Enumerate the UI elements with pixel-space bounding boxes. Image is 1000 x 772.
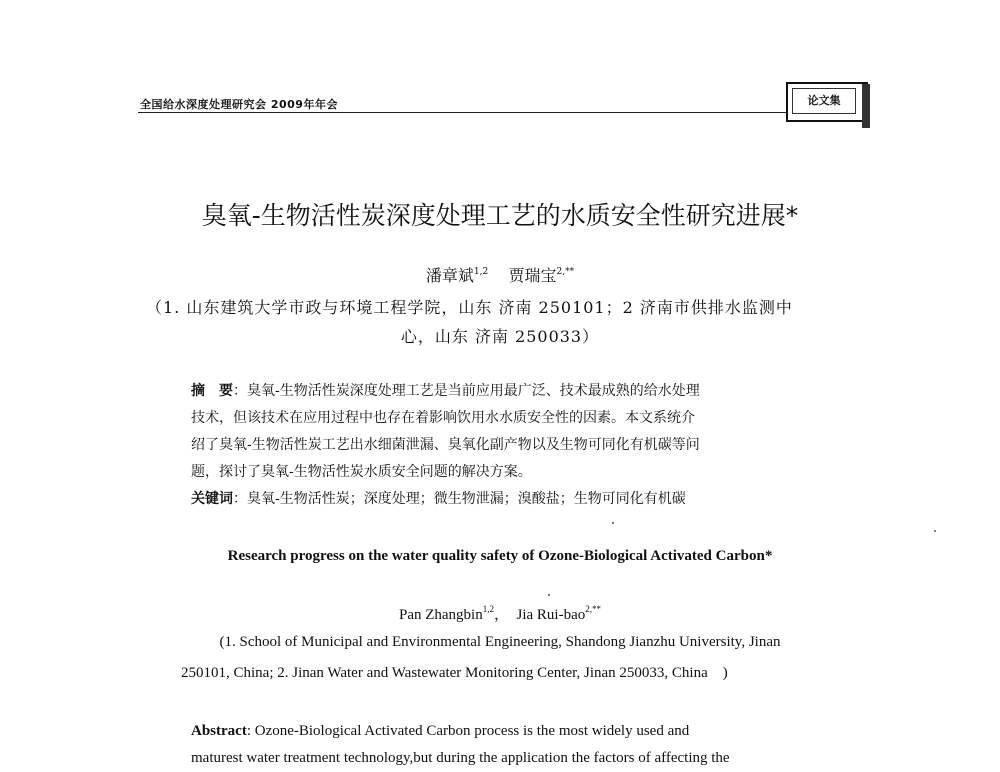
keywords-cn-label: 关键词 (191, 491, 233, 507)
authors-cn (0, 263, 1000, 286)
paper-title-cn: 臭氧-生物活性炭深度处理工艺的水质安全性研究进展* (201, 201, 799, 230)
affiliation-en-line1: (1. School of Municipal and Environmental Engineering, Shandong Jianzhu University, Jinan (219, 634, 781, 650)
author1-cn-sup: 1,2 (473, 267, 489, 277)
abstract-cn-line: 绍了臭氧-生物活性炭工艺出水细菌泄漏、臭氧化副产物以及生物可同化有机碳等问 (191, 437, 700, 453)
author2-en-sup: 2,** (585, 604, 601, 614)
abstract-cn-line: 题，探讨了臭氧-生物活性炭水质安全问题的解决方案。 (191, 464, 532, 480)
abstract-cn-label: 摘 要 (191, 383, 233, 399)
affiliation-cn-line1: （1. 山东建筑大学市政与环境工程学院，山东 济南 250101；2 济南市供排水监测中 (146, 298, 793, 317)
affiliation-cn-line2: 心，山东 济南 250033） (400, 327, 600, 346)
affiliation-en-line2: 250101, China; 2. Jinan Water and Wastewater Monitoring Center, Jinan 250033, China ) (181, 665, 728, 681)
abstract-en (191, 718, 821, 772)
author2-cn-sup: 2,** (556, 267, 575, 277)
proceedings-badge: 论文集 (792, 88, 856, 114)
author1-en-sup: 1,2 (482, 604, 494, 614)
paper-title-en: Research progress on the water quality safety of Ozone-Biological Activated Carbon* (227, 548, 773, 564)
abstract-cn-line: 摘 要：臭氧-生物活性炭深度处理工艺是当前应用最广泛、技术最成熟的给水处理 (191, 383, 700, 399)
header-rule (138, 112, 786, 113)
author1-cn: 潘章斌 (425, 266, 474, 285)
badge-stripe (862, 84, 870, 128)
scan-speck (548, 594, 550, 596)
author1-en: Pan Zhangbin (398, 607, 483, 623)
scan-speck (934, 530, 936, 532)
conference-header: 全国给水深度处理研究会 2009年年会 (140, 98, 338, 111)
author-separator: ， (493, 607, 509, 623)
authors-en (0, 603, 1000, 624)
abstract-en-line: maturest water treatment technology,but during the application the factors of affecting the (191, 750, 730, 766)
abstract-en-line: Abstract: Ozone-Biological Activated Carbon process is the most widely used and (191, 723, 690, 739)
abstract-cn (191, 378, 831, 513)
scan-speck (612, 522, 614, 524)
keywords-cn: 关键词：臭氧-生物活性炭；深度处理；微生物泄漏；溴酸盐；生物可同化有机碳 (191, 491, 686, 507)
author2-en: Jia Rui-bao (516, 607, 586, 623)
author2-cn: 贾瑞宝 (508, 266, 557, 285)
abstract-en-label: Abstract (191, 723, 247, 739)
abstract-cn-line: 技术，但该技术在应用过程中也存在着影响饮用水水质安全性的因素。本文系统介 (191, 410, 695, 426)
